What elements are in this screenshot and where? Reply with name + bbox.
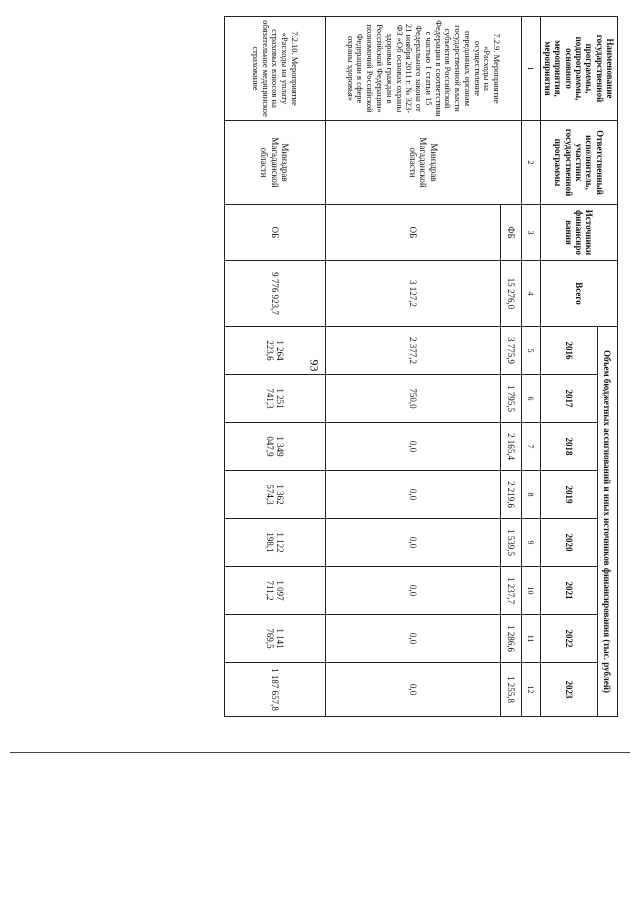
row-value: 1 362 574,3 <box>224 471 325 519</box>
row-value: 2 165,4 <box>500 423 521 471</box>
row-total: 3 127,2 <box>325 261 500 327</box>
column-number-row <box>521 17 540 717</box>
header-volume-caption: Объем бюджетных ассигнований и иных источников финансирования (тыс. рублей) <box>597 327 617 717</box>
row-name: 7.2.10. Мероприятие «Расходы на уплату страховых взносов на обязательное медицинское страхование <box>224 17 325 121</box>
row-total: 9 776 923,7 <box>224 261 325 327</box>
column-number: 8 <box>521 471 540 519</box>
row-source: ФБ <box>500 205 521 261</box>
row-value: 2 219,6 <box>500 471 521 519</box>
header-executor: Ответственный исполнитель, участник государственной программы <box>540 121 617 205</box>
table-row <box>500 17 521 717</box>
column-number: 4 <box>521 261 540 327</box>
column-number: 5 <box>521 327 540 375</box>
row-source: ОБ <box>224 205 325 261</box>
row-value: 1 141 769,5 <box>224 615 325 663</box>
header-year: 2022 <box>540 615 597 663</box>
row-value: 0,0 <box>325 423 500 471</box>
column-number: 10 <box>521 567 540 615</box>
row-total: 15 276,0 <box>500 261 521 327</box>
rotated-sheet <box>20 10 628 722</box>
row-value: 750,0 <box>325 375 500 423</box>
row-value: 3 775,9 <box>500 327 521 375</box>
row-value: 1 795,5 <box>500 375 521 423</box>
column-number: 6 <box>521 375 540 423</box>
column-number: 9 <box>521 519 540 567</box>
column-number: 1 <box>521 17 540 121</box>
row-value: 0,0 <box>325 567 500 615</box>
header-year: 2016 <box>540 327 597 375</box>
header-name: Наименование государственной программы, подпрограммы, основного мероприятия, мероприятия <box>540 17 617 121</box>
row-value: 1 237,7 <box>500 567 521 615</box>
column-number: 11 <box>521 615 540 663</box>
row-value: 2 377,2 <box>325 327 500 375</box>
page-divider-line <box>10 752 630 753</box>
row-value: 1 187 657,8 <box>224 663 325 717</box>
row-value: 0,0 <box>325 471 500 519</box>
row-value: 1 122 198,1 <box>224 519 325 567</box>
row-value: 0,0 <box>325 663 500 717</box>
column-number: 12 <box>521 663 540 717</box>
column-number: 2 <box>521 121 540 205</box>
row-value: 1 251 741,3 <box>224 375 325 423</box>
table-container <box>20 10 628 722</box>
header-year: 2018 <box>540 423 597 471</box>
row-value: 1 286,6 <box>500 615 521 663</box>
financing-table <box>224 16 618 717</box>
row-executor: Минздрав Магаданской области <box>325 121 521 205</box>
header-total: Всего <box>540 261 617 327</box>
row-value: 1 539,5 <box>500 519 521 567</box>
row-name: 7.2.9. Мероприятие «Расходы на осуществление переданных органам государственной власти субъектов Российской Федерации в соответствии с частью 1 статьи 15 Федерального закона от 21 ноября 2011 г. № 323-ФЗ «Об основах охраны здоровья граждан в Российской Федерации» полномочий Российской Федерации в сфере охраны здоровья» <box>325 17 521 121</box>
header-year: 2019 <box>540 471 597 519</box>
row-executor: Минздрав Магаданской области <box>224 121 325 205</box>
row-source: ОБ <box>325 205 500 261</box>
header-year: 2017 <box>540 375 597 423</box>
header-year: 2020 <box>540 519 597 567</box>
row-value: 0,0 <box>325 615 500 663</box>
row-value: 0,0 <box>325 519 500 567</box>
page-number: 93 <box>307 359 322 372</box>
row-value: 1 097 711,2 <box>224 567 325 615</box>
row-value: 1 349 047,9 <box>224 423 325 471</box>
column-number: 7 <box>521 423 540 471</box>
header-year: 2021 <box>540 567 597 615</box>
row-value: 1 264 223,6 <box>224 327 325 375</box>
header-year: 2023 <box>540 663 597 717</box>
row-value: 1 255,8 <box>500 663 521 717</box>
column-number: 3 <box>521 205 540 261</box>
header-source: Источники финансирования <box>540 205 617 261</box>
